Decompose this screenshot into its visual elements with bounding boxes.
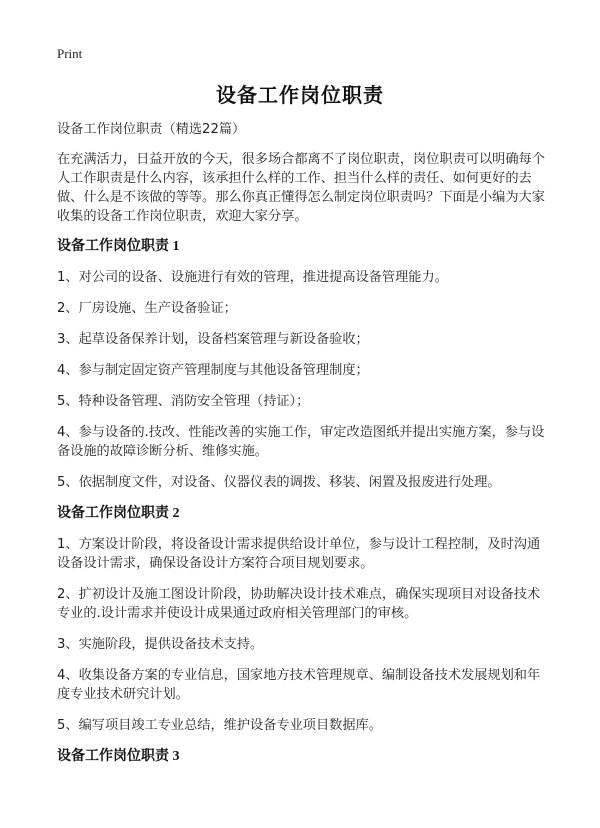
list-item: 1、对公司的设备、设施进行有效的管理，推进提高设备管理能力。 [57, 270, 448, 285]
document-subtitle: 设备工作岗位职责（精选22篇） [57, 122, 246, 137]
print-label: Print [57, 46, 83, 61]
list-item: 1、方案设计阶段，将设备设计需求提供给设计单位，参与设计工程控制，及时沟通设备设计需求，确保设备设计方案符合项目规划要求。 [57, 537, 541, 571]
section-heading: 设备工作岗位职责 1 [57, 239, 180, 254]
list-item: 3、实施阶段，提供设备技术支持。 [57, 637, 264, 652]
list-item: 4、参与制定固定资产管理制度与其他设备管理制度； [57, 363, 369, 378]
list-item: 4、收集设备方案的专业信息，国家地方技术管理规章、编制设备技术发展规划和年度专业技术研究计划。 [57, 668, 541, 702]
list-item: 5、编写项目竣工专业总结，维护设备专业项目数据库。 [57, 718, 382, 733]
section-2 [57, 504, 547, 735]
list-item: 5、依据制度文件，对设备、仪器仪表的调拨、移装、闲置及报废进行处理。 [57, 475, 501, 490]
document-body [57, 120, 547, 778]
list-item: 4、参与设备的.技改、性能改善的实施工作，审定改造图纸并提出实施方案，参与设备设施的故障诊断分析、维修实施。 [57, 425, 545, 459]
list-item: 2、厂房设施、生产设备验证； [57, 301, 237, 316]
list-item: 3、起草设备保养计划，设备档案管理与新设备验收； [57, 332, 369, 347]
section-heading: 设备工作岗位职责 2 [57, 506, 180, 521]
intro-paragraph: 在充满活力，日益开放的今天，很多场合都离不了岗位职责，岗位职责可以明确每个人工作职责是什么内容，该承担什么样的工作、担当什么样的责任、如何更好的去做、什么是不该做的等等。那么你真正懂得怎么制定岗位职责吗？下面是小编为大家收集的设备工作岗位职责，欢迎大家分享。 [57, 152, 545, 224]
section-3 [57, 747, 547, 766]
list-item: 5、特种设备管理、消防安全管理（持证）； [57, 394, 310, 409]
section-heading: 设备工作岗位职责 3 [57, 749, 180, 764]
section-1 [57, 237, 547, 492]
list-item: 2、扩初设计及施工图设计阶段，协助解决设计技术难点，确保实现项目对设备技术专业的.设计需求并使设计成果通过政府相关管理部门的审核。 [57, 587, 541, 621]
document-title: 设备工作岗位职责 [216, 83, 384, 107]
